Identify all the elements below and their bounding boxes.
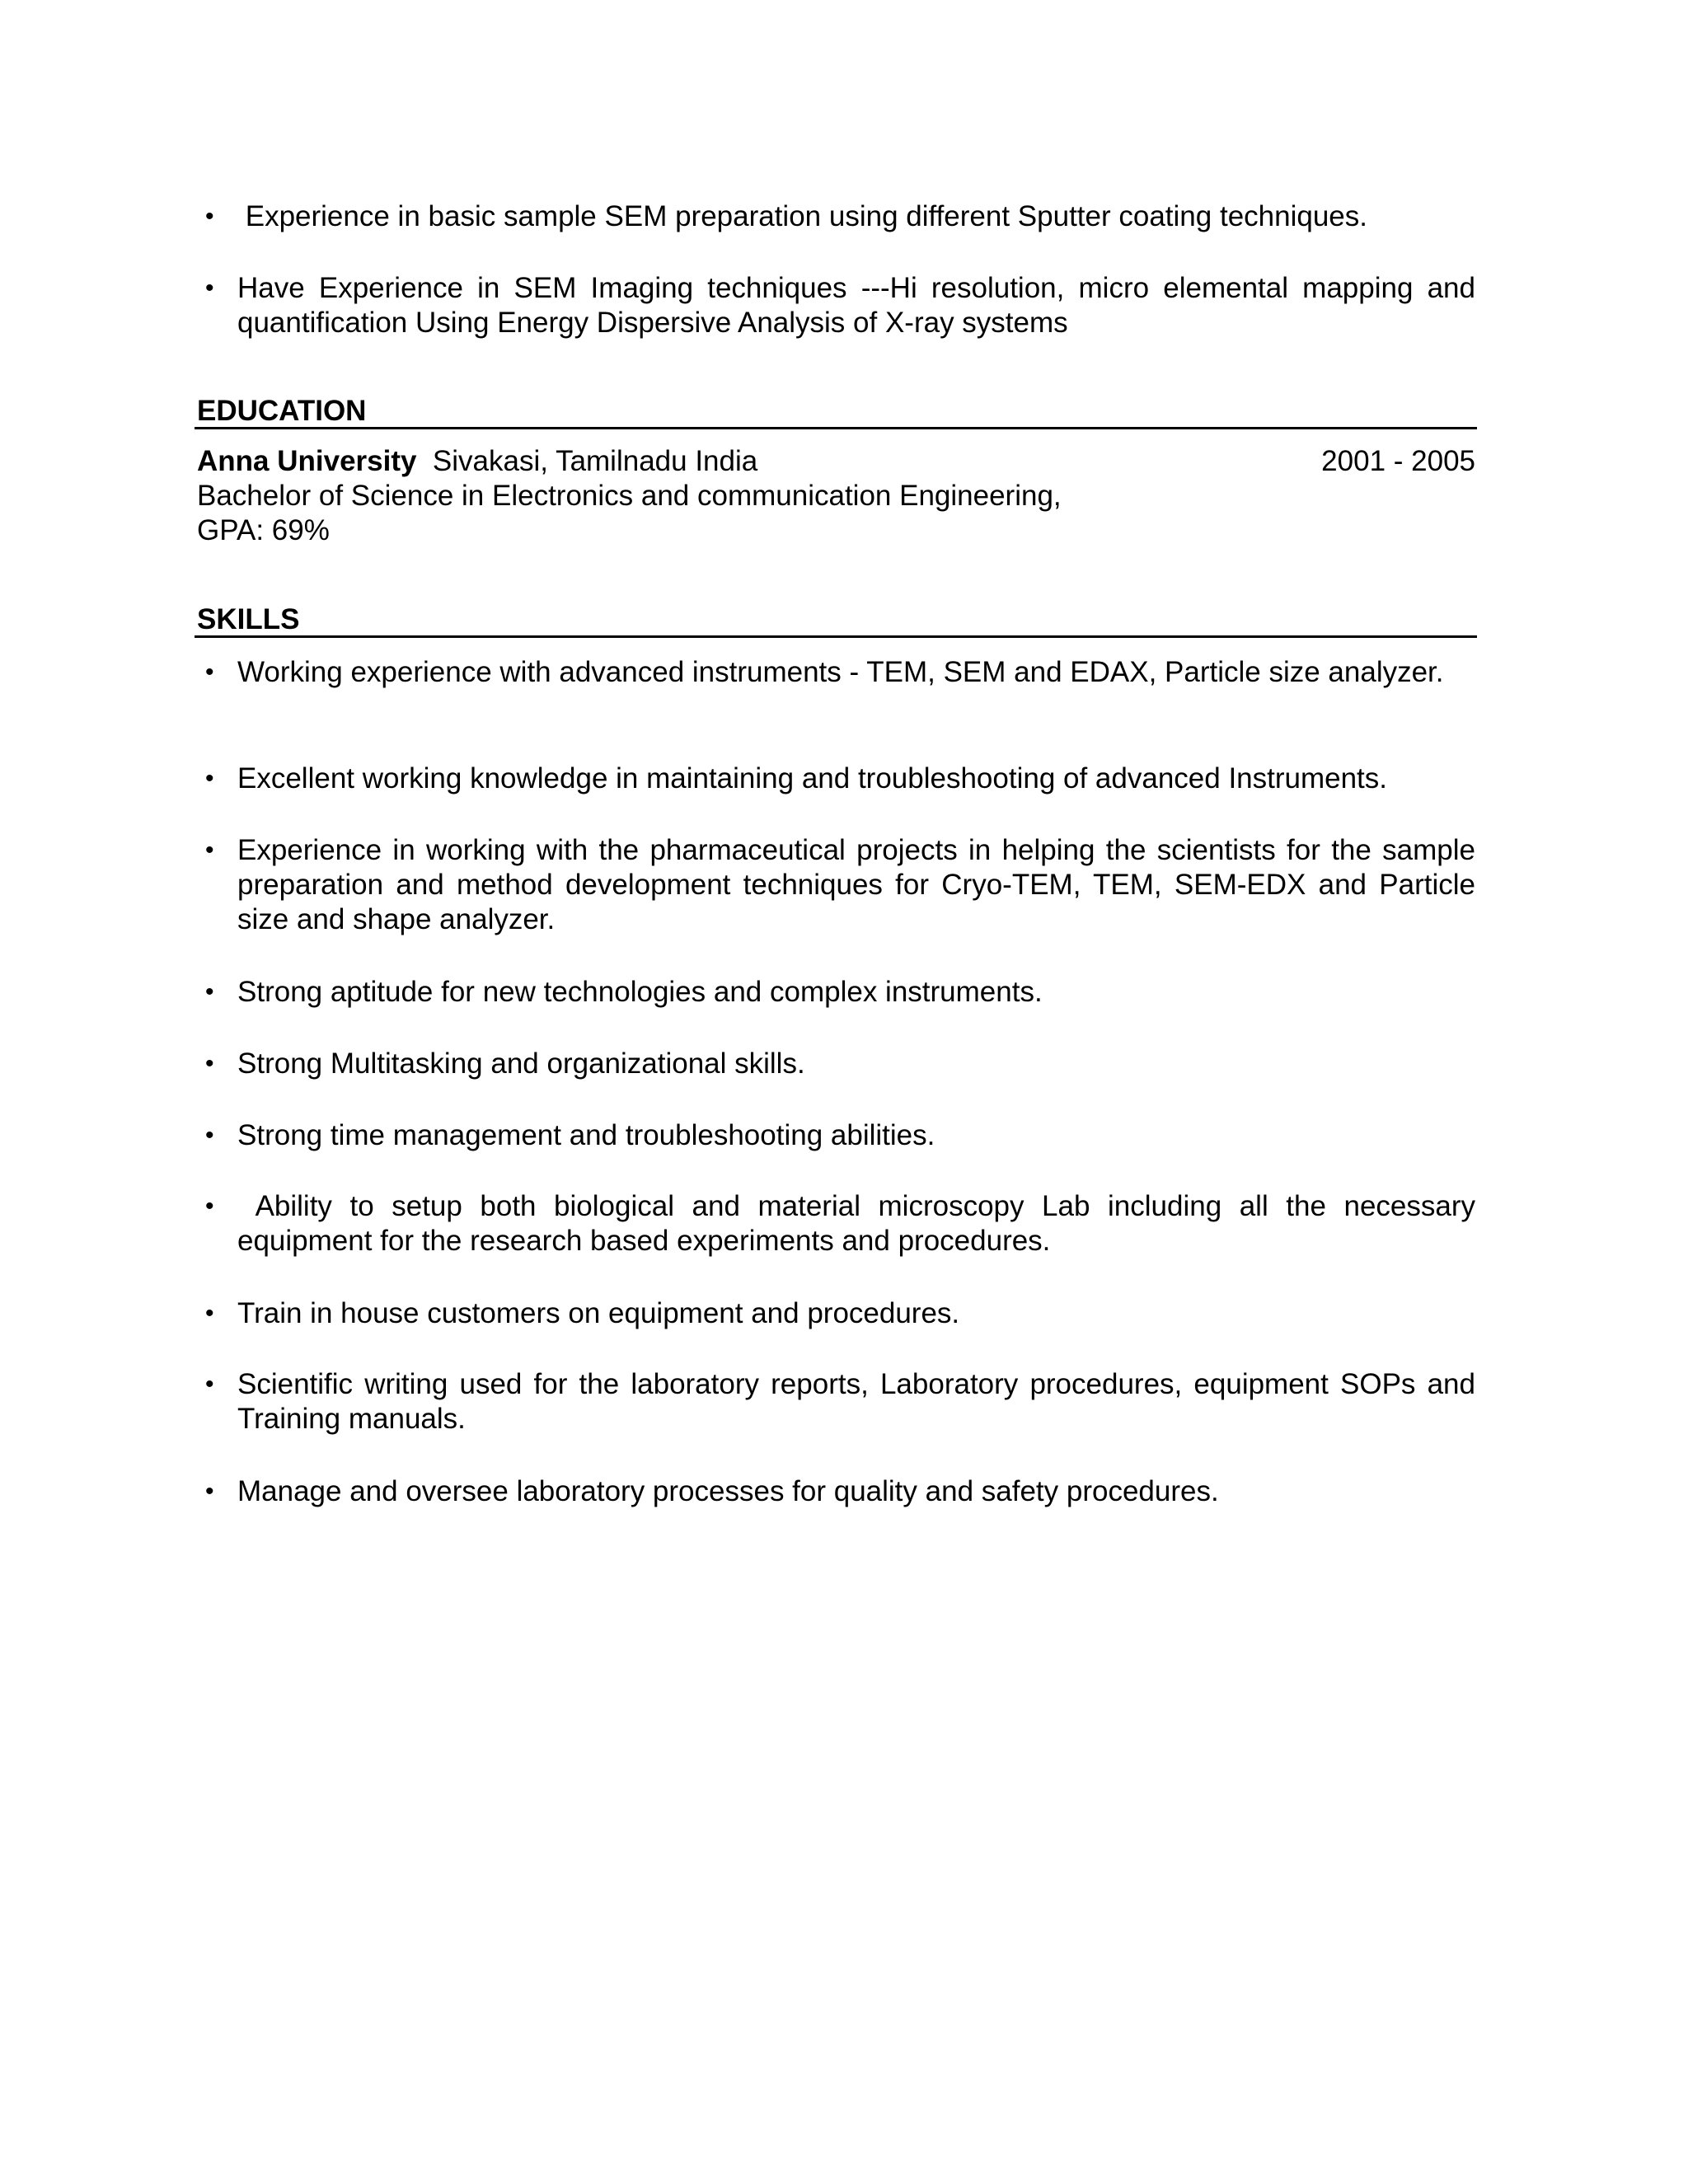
bullet-icon: • xyxy=(205,765,214,792)
bullet-icon: • xyxy=(205,837,214,864)
list-item xyxy=(205,199,1475,234)
list-item xyxy=(205,975,1475,1010)
education-degree: Bachelor of Science in Electronics and communication Engineering, xyxy=(197,480,1062,512)
bullet-icon: • xyxy=(205,1050,214,1077)
bullet-icon: • xyxy=(205,1300,214,1327)
bullet-text: Manage and oversee laboratory processes for quality and safety procedures. xyxy=(237,1475,1219,1507)
list-item xyxy=(205,1047,1475,1081)
bullet-text: Strong time management and troubleshooting abilities. xyxy=(237,1119,935,1151)
list-item xyxy=(205,271,1475,340)
bullet-icon: • xyxy=(205,274,214,302)
education-heading: EDUCATION xyxy=(197,395,367,427)
list-item xyxy=(205,1189,1484,1258)
list-item xyxy=(205,1296,1475,1331)
bullet-icon: • xyxy=(205,203,214,230)
bullet-icon: • xyxy=(205,1122,214,1149)
bullet-icon: • xyxy=(205,658,214,686)
education-gpa: GPA: 69% xyxy=(197,514,330,546)
institution-name: Anna University xyxy=(197,445,417,477)
list-item xyxy=(205,1474,1475,1509)
education-years: 2001 - 2005 xyxy=(1321,445,1475,477)
bullet-text: Strong Multitasking and organizational skills. xyxy=(237,1047,805,1080)
bullet-text: Working experience with advanced instruments - TEM, SEM and EDAX, Particle size analyzer. xyxy=(237,656,1444,688)
list-item xyxy=(205,1118,1475,1153)
list-item xyxy=(205,1367,1475,1436)
education-divider xyxy=(195,427,1477,429)
bullet-text: Experience in working with the pharmaceutical projects in helping the scientists for the sample preparation and method development techniques for Cryo-TEM, TEM, SEM-EDX and Particle size and shape analyzer. xyxy=(237,834,1475,935)
list-item xyxy=(205,655,1475,690)
bullet-text: Strong aptitude for new technologies and complex instruments. xyxy=(237,976,1043,1008)
bullet-text: Have Experience in SEM Imaging techniques ---Hi resolution, micro elemental mapping and quantification Using Energy Dispersive Analysis of X-ray systems xyxy=(237,272,1475,339)
bullet-text: Train in house customers on equipment and procedures. xyxy=(237,1297,960,1329)
list-item xyxy=(205,833,1475,937)
bullet-text: Experience in basic sample SEM preparation using different Sputter coating techniques. xyxy=(237,200,1367,232)
bullet-icon: • xyxy=(205,1478,214,1505)
bullet-text: Ability to setup both biological and material microscopy Lab including all the necessary equipment for the research based experiments and procedures. xyxy=(237,1190,1484,1257)
bullet-icon: • xyxy=(205,1193,214,1220)
skills-divider xyxy=(195,635,1477,638)
bullet-icon: • xyxy=(205,978,214,1005)
list-item xyxy=(205,762,1475,796)
bullet-text: Excellent working knowledge in maintaining and troubleshooting of advanced Instruments. xyxy=(237,762,1388,794)
education-institution-line xyxy=(197,444,757,479)
bullet-icon: • xyxy=(205,1371,214,1398)
skills-heading: SKILLS xyxy=(197,603,300,635)
bullet-text: Scientific writing used for the laboratory reports, Laboratory procedures, equipment SOPs and Training manuals. xyxy=(237,1368,1475,1435)
institution-location: Sivakasi, Tamilnadu India xyxy=(432,445,758,477)
